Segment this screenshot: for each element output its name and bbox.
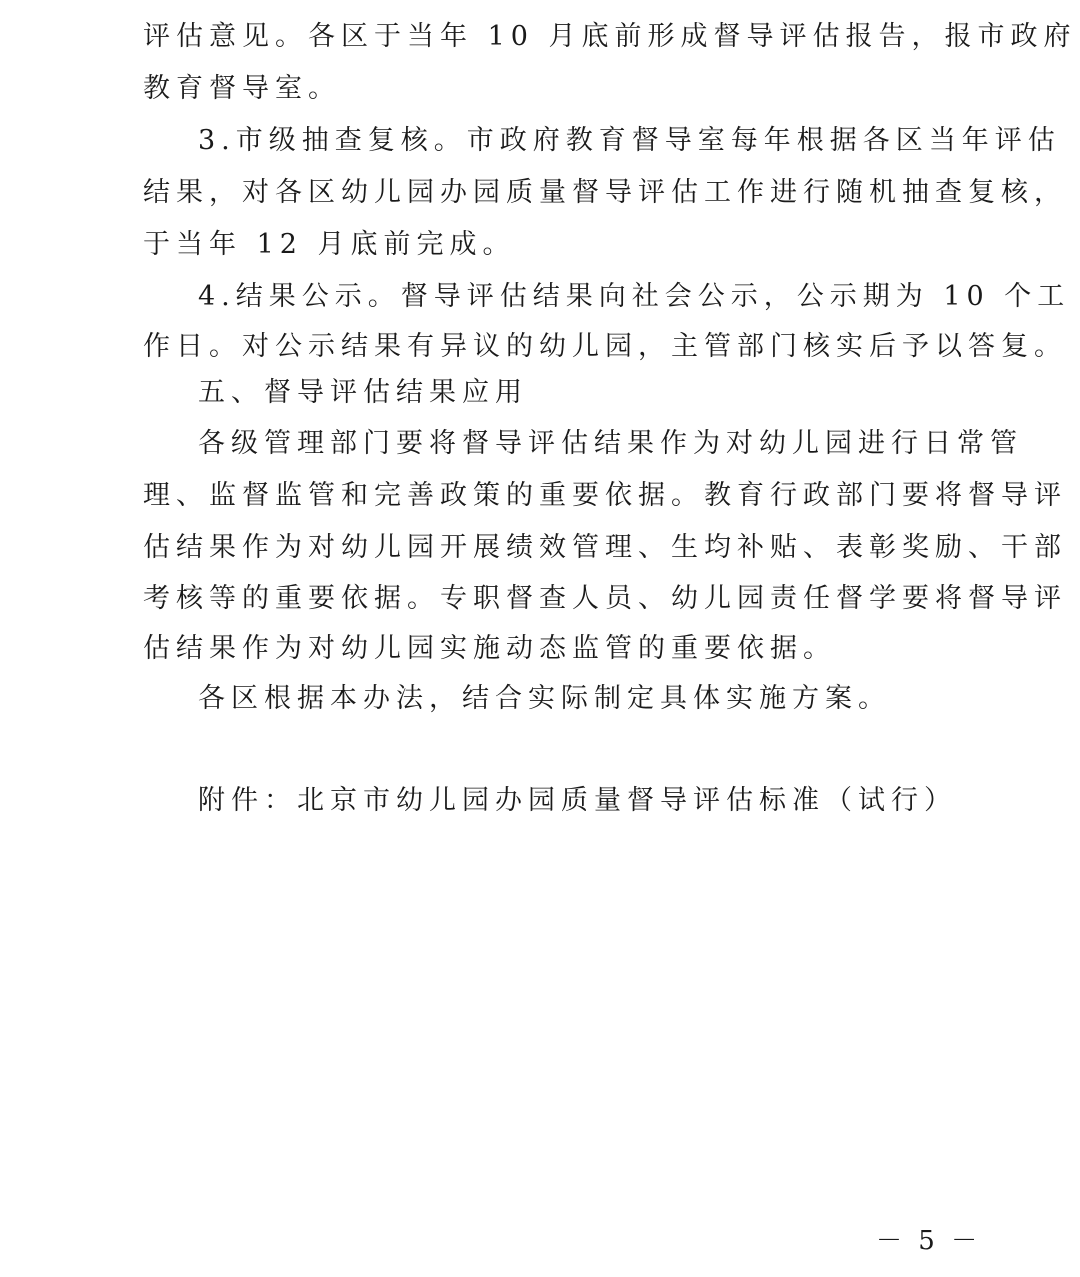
text-line: 结果，对各区幼儿园办园质量督导评估工作进行随机抽查复核，	[143, 177, 1067, 208]
text-line: 各级管理部门要将督导评估结果作为对幼儿园进行日常管	[198, 428, 1023, 459]
text-line: 评估意见。各区于当年 10 月底前形成督导评估报告，报市政府	[143, 21, 1077, 52]
text-line: 3.市级抽查复核。市政府教育督导室每年根据各区当年评估	[198, 125, 1061, 156]
text-line: 教育督导室。	[143, 73, 341, 104]
text-line: 各区根据本办法，结合实际制定具体实施方案。	[198, 683, 891, 714]
attachment-line: 附件：北京市幼儿园办园质量督导评估标准（试行）	[198, 785, 957, 816]
text-line: 理、监督监管和完善政策的重要依据。教育行政部门要将督导评	[143, 480, 1067, 511]
text-line: 于当年 12 月底前完成。	[143, 229, 516, 260]
text-line: 估结果作为对幼儿园实施动态监管的重要依据。	[143, 633, 836, 664]
text-line: 作日。对公示结果有异议的幼儿园，主管部门核实后予以答复。	[143, 331, 1067, 362]
text-line: 4.结果公示。督导评估结果向社会公示，公示期为 10 个工	[198, 281, 1071, 312]
text-line: 估结果作为对幼儿园开展绩效管理、生均补贴、表彰奖励、干部	[143, 532, 1067, 563]
page-number: － 5 －	[876, 1226, 982, 1256]
text-line: 考核等的重要依据。专职督查人员、幼儿园责任督学要将督导评	[143, 583, 1067, 614]
section-heading: 五、督导评估结果应用	[198, 377, 528, 408]
